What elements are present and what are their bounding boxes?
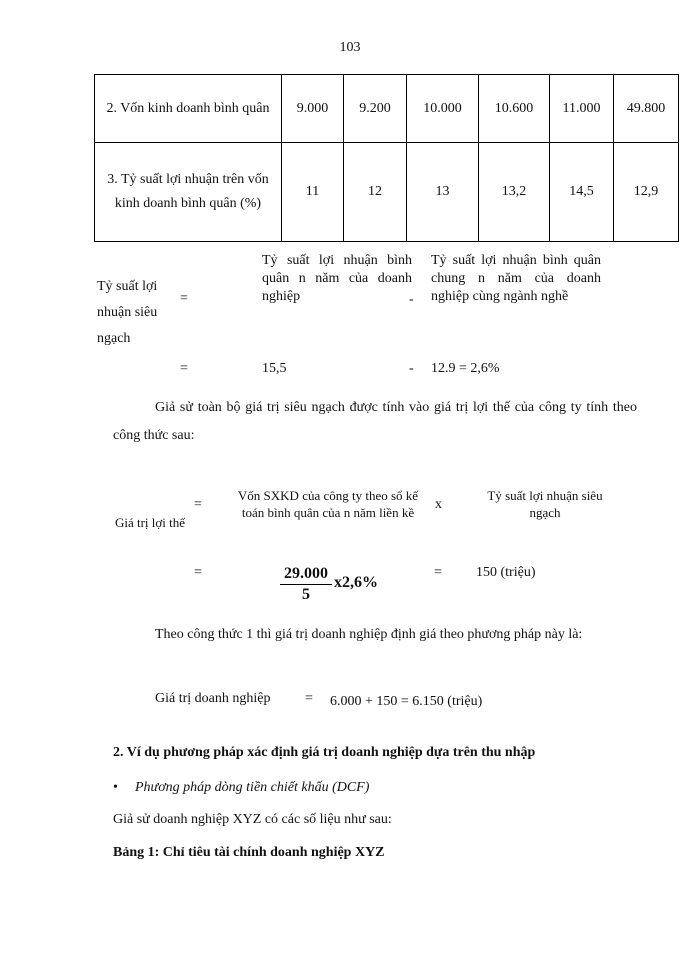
formula2-calc-equals-2: = xyxy=(434,565,442,580)
fraction-numerator: 29.000 xyxy=(284,565,328,582)
formula1-calc-value: 15,5 xyxy=(262,361,287,376)
formula2-lhs: Giá trị lợi thế xyxy=(114,515,186,530)
table-cell: 10.600 xyxy=(479,75,550,143)
paragraph: Theo công thức 1 thì giá trị doanh nghiệp định giá theo phương pháp này là: xyxy=(155,627,583,642)
formula1-lhs: Tỷ suất lợi nhuận siêu ngạch xyxy=(97,279,158,346)
table-row xyxy=(95,143,679,242)
fraction-denominator: 5 xyxy=(302,586,310,603)
formula2-term1: Vốn SXKD của công ty theo sổ kế toán bình quân của n năm liền kề xyxy=(237,488,419,520)
formula1-equals: = xyxy=(180,291,188,306)
paragraph: Giả sử toàn bộ giá trị siêu ngạch được tính vào giá trị lợi thế của công ty tính theo công thức sau: xyxy=(113,400,637,443)
formula2-equals: = xyxy=(194,497,202,512)
table-cell: 9.000 xyxy=(282,75,344,143)
table-cell: 11.000 xyxy=(550,75,614,143)
formula1-calc-result: 12.9 = 2,6% xyxy=(431,361,500,376)
bullet-item: Phương pháp dòng tiền chiết khấu (DCF) xyxy=(135,780,370,795)
table-cell: 13,2 xyxy=(479,143,550,242)
formula1-term2: Tỷ suất lợi nhuận bình quân chung n năm của doanh nghiệp cùng ngành nghề xyxy=(431,253,601,304)
formula1-calc-minus: - xyxy=(409,361,414,376)
formula2-multiplier: x2,6% xyxy=(334,574,378,591)
formula2-times: x xyxy=(435,497,442,512)
table-cell: 12 xyxy=(344,143,407,242)
formula1-term1: Tỷ suất lợi nhuận bình quân n năm của doanh nghiệp xyxy=(262,253,412,304)
formula3-rhs: 6.000 + 150 = 6.150 (triệu) xyxy=(330,694,483,709)
table-cell: 49.800 xyxy=(614,75,679,143)
paragraph: Giả sử doanh nghiệp XYZ có các số liệu như sau: xyxy=(113,812,392,827)
formula1-calc-equals: = xyxy=(180,361,188,376)
table-cell-label: 2. Vốn kinh doanh bình quân xyxy=(95,75,282,143)
formula2-calc-equals: = xyxy=(194,565,202,580)
table-cell: 11 xyxy=(282,143,344,242)
bullet-icon: • xyxy=(113,780,118,795)
formula2-result: 150 (triệu) xyxy=(476,565,536,580)
section-heading: 2. Ví dụ phương pháp xác định giá trị doanh nghiệp dựa trên thu nhập xyxy=(113,745,536,760)
fraction xyxy=(280,564,332,605)
formula1-minus: - xyxy=(409,292,414,307)
table-cell: 13 xyxy=(407,143,479,242)
data-table xyxy=(94,74,679,242)
formula3-equals: = xyxy=(305,691,313,706)
table-cell-label: 3. Tỷ suất lợi nhuận trên vốn kinh doanh bình quân (%) xyxy=(95,143,282,242)
formula2-term2: Tỷ suất lợi nhuận siêu ngạch xyxy=(487,488,603,520)
table-cell: 9.200 xyxy=(344,75,407,143)
table-caption: Bảng 1: Chỉ tiêu tài chính doanh nghiệp XYZ xyxy=(113,845,385,860)
table-cell: 12,9 xyxy=(614,143,679,242)
formula3-lhs: Giá trị doanh nghiệp xyxy=(155,691,271,706)
table-row xyxy=(95,75,679,143)
table-cell: 14,5 xyxy=(550,143,614,242)
table-cell: 10.000 xyxy=(407,75,479,143)
page-number: 103 xyxy=(339,40,361,55)
